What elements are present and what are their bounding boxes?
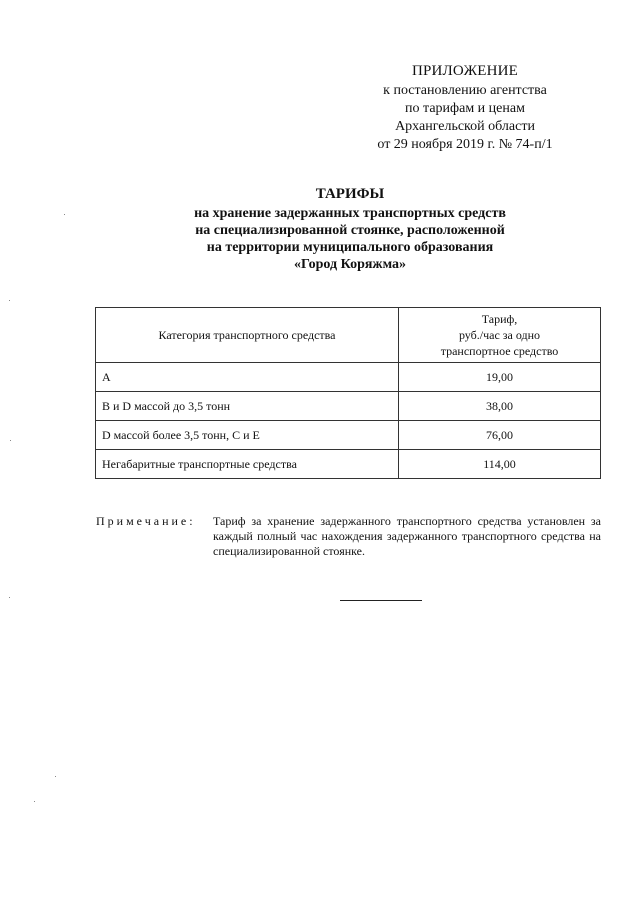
tariff-cell: 38,00 (399, 392, 601, 421)
tariff-header (399, 308, 601, 363)
tariff-header-line: транспортное средство (440, 344, 559, 358)
appendix-line: по тарифам и ценам (405, 101, 525, 116)
note-block (96, 514, 601, 559)
tariff-cell: 76,00 (399, 421, 601, 450)
scan-speck (55, 776, 56, 777)
table-row (96, 392, 601, 421)
appendix-heading: ПРИЛОЖЕНИЕ (411, 63, 519, 79)
category-cell: В и D массой до 3,5 тонн (96, 392, 399, 421)
tariff-cell: 19,00 (399, 363, 601, 392)
scan-speck (64, 214, 65, 215)
category-cell: Негабаритные транспортные средства (96, 450, 399, 479)
note-text: Тариф за хранение задержанного транспортного средства установлен за каждый полный час нахождения задержанного транспортного средства на специализированной стоянке. (213, 514, 601, 558)
appendix-line: Архангельской области (395, 119, 535, 134)
scan-speck (9, 597, 10, 598)
title-line: «Город Коряжма» (293, 257, 407, 272)
tariff-header-line: руб./час за одно (458, 328, 541, 342)
title-main: ТАРИФЫ (315, 186, 385, 202)
appendix-line: от 29 ноября 2019 г. № 74-п/1 (377, 137, 553, 152)
separator-line (340, 600, 422, 601)
note-label: Примечание: (96, 514, 196, 528)
category-cell: D массой более 3,5 тонн, С и Е (96, 421, 399, 450)
appendix-block (340, 62, 590, 154)
appendix-line: к постановлению агентства (383, 83, 547, 98)
category-cell: А (96, 363, 399, 392)
document-title (60, 186, 640, 273)
title-line: на специализированной стоянке, расположенной (195, 223, 505, 238)
scan-speck (9, 300, 10, 301)
table-row (96, 363, 601, 392)
scan-speck (34, 801, 35, 802)
tariff-cell: 114,00 (399, 450, 601, 479)
table-row (96, 421, 601, 450)
tariff-header-line: Тариф, (481, 312, 518, 326)
title-line: на территории муниципального образования (206, 240, 494, 255)
category-header: Категория транспортного средства (96, 308, 399, 363)
table-row (96, 450, 601, 479)
tariff-table (95, 307, 601, 479)
scan-speck (10, 440, 11, 441)
title-line: на хранение задержанных транспортных средств (194, 206, 506, 221)
table-header-row (96, 308, 601, 363)
